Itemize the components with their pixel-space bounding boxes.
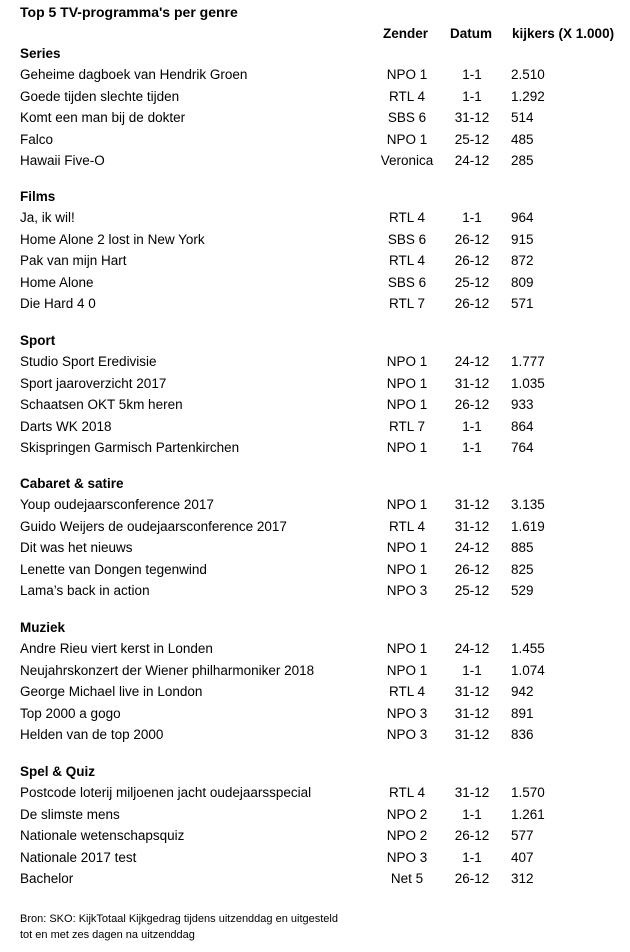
table-row xyxy=(0,376,630,398)
table-row xyxy=(0,871,630,893)
genre-title: Cabaret & satire xyxy=(20,476,124,491)
viewers-cell: 872 xyxy=(511,253,534,269)
genre-title: Films xyxy=(20,189,56,204)
programme-name: Neujahrskonzert der Wiener philharmoniker 2018 xyxy=(20,662,315,678)
date-cell: 1-1 xyxy=(462,88,482,104)
programme-name: Studio Sport Eredivisie xyxy=(20,354,157,369)
table-row xyxy=(0,785,630,807)
channel-cell: NPO 1 xyxy=(386,561,428,577)
viewers-cell: 1.261 xyxy=(511,806,545,822)
date-cell: 25-12 xyxy=(454,274,490,290)
page-title: Top 5 TV-programma's per genre xyxy=(20,4,238,20)
date-cell: 26-12 xyxy=(454,296,490,312)
table-row xyxy=(0,153,630,175)
table-row xyxy=(0,296,630,318)
viewers-cell: 809 xyxy=(511,274,534,290)
viewers-cell: 3.135 xyxy=(511,497,545,512)
viewers-cell: 1.619 xyxy=(511,518,545,534)
date-cell: 26-12 xyxy=(454,397,490,413)
viewers-cell: 891 xyxy=(511,705,534,721)
viewers-cell: 825 xyxy=(511,561,534,577)
genre-title: Spel & Quiz xyxy=(20,764,96,779)
table-row xyxy=(0,110,630,132)
date-cell: 26-12 xyxy=(454,871,490,887)
table-row xyxy=(0,232,630,254)
programme-name: Andre Rieu viert kerst in Londen xyxy=(20,641,213,656)
channel-cell: Net 5 xyxy=(390,871,424,887)
channel-cell: NPO 1 xyxy=(386,497,428,512)
channel-cell: Veronica xyxy=(380,153,434,169)
date-cell: 26-12 xyxy=(454,231,490,247)
programme-name: George Michael live in London xyxy=(20,684,203,700)
date-cell: 24-12 xyxy=(454,354,490,369)
genre-title: Sport xyxy=(20,333,56,348)
programme-name: Geheime dagboek van Hendrik Groen xyxy=(20,67,248,82)
date-cell: 1-1 xyxy=(462,849,482,865)
programme-name: Lenette van Dongen tegenwind xyxy=(20,561,207,577)
table-row xyxy=(0,67,630,89)
table-row xyxy=(0,275,630,297)
channel-cell: NPO 1 xyxy=(386,662,428,678)
genre-title: Series xyxy=(20,46,61,61)
date-cell: 25-12 xyxy=(454,131,490,147)
table-row xyxy=(0,706,630,728)
table-row xyxy=(0,440,630,462)
channel-cell: NPO 3 xyxy=(386,849,428,865)
date-cell: 26-12 xyxy=(454,561,490,577)
channel-cell: SBS 6 xyxy=(387,274,427,290)
table-row xyxy=(0,684,630,706)
channel-cell: SBS 6 xyxy=(387,231,427,247)
genre-title: Muziek xyxy=(20,620,66,635)
viewers-cell: 1.292 xyxy=(511,88,545,104)
channel-cell: RTL 7 xyxy=(388,418,426,434)
viewers-cell: 312 xyxy=(511,871,534,887)
channel-cell: NPO 2 xyxy=(386,828,428,844)
date-cell: 25-12 xyxy=(454,583,490,599)
viewers-cell: 964 xyxy=(511,210,534,225)
channel-cell: RTL 4 xyxy=(388,88,426,104)
date-cell: 31-12 xyxy=(454,110,490,126)
date-cell: 31-12 xyxy=(454,684,490,700)
date-cell: 31-12 xyxy=(454,518,490,534)
viewers-cell: 571 xyxy=(511,296,534,312)
programme-name: Youp oudejaarsconference 2017 xyxy=(20,497,214,512)
programme-name: Falco xyxy=(20,131,54,147)
programme-name: De slimste mens xyxy=(20,806,120,822)
programme-name: Skispringen Garmisch Partenkirchen xyxy=(20,440,240,456)
channel-cell: RTL 4 xyxy=(388,253,426,269)
channel-cell: NPO 1 xyxy=(386,375,428,391)
viewers-cell: 933 xyxy=(511,397,534,413)
channel-cell: NPO 1 xyxy=(386,354,428,369)
viewers-cell: 1.455 xyxy=(511,641,545,656)
date-cell: 24-12 xyxy=(454,153,490,169)
table-row xyxy=(0,253,630,275)
table-row xyxy=(0,497,630,519)
programme-name: Dit was het nieuws xyxy=(20,540,133,556)
date-cell: 26-12 xyxy=(454,253,490,269)
programme-name: Top 2000 a gogo xyxy=(20,705,121,721)
programme-name: Helden van de top 2000 xyxy=(20,727,164,743)
table-row xyxy=(0,562,630,584)
programme-name: Home Alone xyxy=(20,274,94,290)
viewers-cell: 942 xyxy=(511,684,534,700)
date-cell: 1-1 xyxy=(462,67,482,82)
viewers-cell: 2.510 xyxy=(511,67,545,82)
channel-cell: NPO 2 xyxy=(386,806,428,822)
viewers-cell: 1.570 xyxy=(511,785,545,800)
viewers-cell: 864 xyxy=(511,418,534,434)
viewers-cell: 485 xyxy=(511,131,534,147)
viewers-cell: 885 xyxy=(511,540,534,556)
date-cell: 31-12 xyxy=(454,497,490,512)
table-row xyxy=(0,828,630,850)
viewers-cell: 764 xyxy=(511,440,534,456)
table-row xyxy=(0,397,630,419)
channel-cell: NPO 3 xyxy=(386,727,428,743)
date-cell: 26-12 xyxy=(454,828,490,844)
channel-cell: NPO 1 xyxy=(386,540,428,556)
date-cell: 1-1 xyxy=(462,210,482,225)
channel-cell: RTL 4 xyxy=(388,785,426,800)
channel-cell: NPO 1 xyxy=(386,397,428,413)
programme-name: Darts WK 2018 xyxy=(20,418,112,434)
table-row xyxy=(0,354,630,376)
programme-name: Schaatsen OKT 5km heren xyxy=(20,397,183,413)
programme-name: Nationale 2017 test xyxy=(20,849,137,865)
programme-name: Hawaii Five-O xyxy=(20,153,105,169)
date-cell: 1-1 xyxy=(462,662,482,678)
date-cell: 31-12 xyxy=(454,785,490,800)
table-row xyxy=(0,210,630,232)
table-row xyxy=(0,807,630,829)
date-cell: 31-12 xyxy=(454,705,490,721)
channel-cell: NPO 1 xyxy=(386,641,428,656)
channel-cell: NPO 1 xyxy=(386,131,428,147)
programme-name: Home Alone 2 lost in New York xyxy=(20,231,205,247)
source-line-2: tot en met zes dagen na uitzenddag xyxy=(20,929,195,941)
table-row xyxy=(0,89,630,111)
viewers-cell: 1.074 xyxy=(511,662,545,678)
programme-name: Goede tijden slechte tijden xyxy=(20,88,180,104)
column-header-kijkers: kijkers (X 1.000) xyxy=(512,26,615,41)
date-cell: 31-12 xyxy=(454,727,490,743)
table-row xyxy=(0,132,630,154)
programme-name: Postcode loterij miljoenen jacht oudejaarsspecial xyxy=(20,785,312,800)
programme-name: Sport jaaroverzicht 2017 xyxy=(20,375,167,391)
table-row xyxy=(0,663,630,685)
date-cell: 24-12 xyxy=(454,540,490,556)
programme-name: Komt een man bij de dokter xyxy=(20,110,186,126)
channel-cell: RTL 4 xyxy=(388,210,426,225)
channel-cell: NPO 3 xyxy=(386,705,428,721)
table-row xyxy=(0,540,630,562)
table-row xyxy=(0,641,630,663)
channel-cell: RTL 4 xyxy=(388,684,426,700)
table-row xyxy=(0,850,630,872)
date-cell: 31-12 xyxy=(454,375,490,391)
viewers-cell: 407 xyxy=(511,849,534,865)
viewers-cell: 285 xyxy=(511,153,534,169)
source-note xyxy=(20,911,620,943)
date-cell: 1-1 xyxy=(462,418,482,434)
column-header-datum: Datum xyxy=(450,26,493,41)
column-header-zender: Zender xyxy=(383,26,429,41)
channel-cell: NPO 3 xyxy=(386,583,428,599)
programme-name: Nationale wetenschapsquiz xyxy=(20,828,185,844)
viewers-cell: 577 xyxy=(511,828,534,844)
viewers-cell: 1.777 xyxy=(511,354,545,369)
source-line-1: Bron: SKO: KijkTotaal Kijkgedrag tijdens uitzenddag en uitgesteld xyxy=(20,913,338,925)
channel-cell: NPO 1 xyxy=(386,440,428,456)
channel-cell: SBS 6 xyxy=(387,110,427,126)
programme-name: Bachelor xyxy=(20,871,74,887)
programme-name: Pak van mijn Hart xyxy=(20,253,127,269)
table-row xyxy=(0,583,630,605)
programme-name: Guido Weijers de oudejaarsconference 2017 xyxy=(20,518,287,534)
table-row xyxy=(0,419,630,441)
programme-name: Lama’s back in action xyxy=(20,583,150,599)
viewers-cell: 529 xyxy=(511,583,534,599)
channel-cell: RTL 4 xyxy=(388,518,426,534)
programme-name: Ja, ik wil! xyxy=(20,210,75,225)
programme-name: Die Hard 4 0 xyxy=(20,296,96,312)
viewers-cell: 915 xyxy=(511,231,534,247)
date-cell: 24-12 xyxy=(454,641,490,656)
date-cell: 1-1 xyxy=(462,806,482,822)
table-row xyxy=(0,727,630,749)
viewers-cell: 836 xyxy=(511,727,534,743)
table-row xyxy=(0,519,630,541)
date-cell: 1-1 xyxy=(462,440,482,456)
viewers-cell: 514 xyxy=(511,110,534,126)
viewers-cell: 1.035 xyxy=(511,375,545,391)
channel-cell: RTL 7 xyxy=(388,296,426,312)
channel-cell: NPO 1 xyxy=(386,67,428,82)
